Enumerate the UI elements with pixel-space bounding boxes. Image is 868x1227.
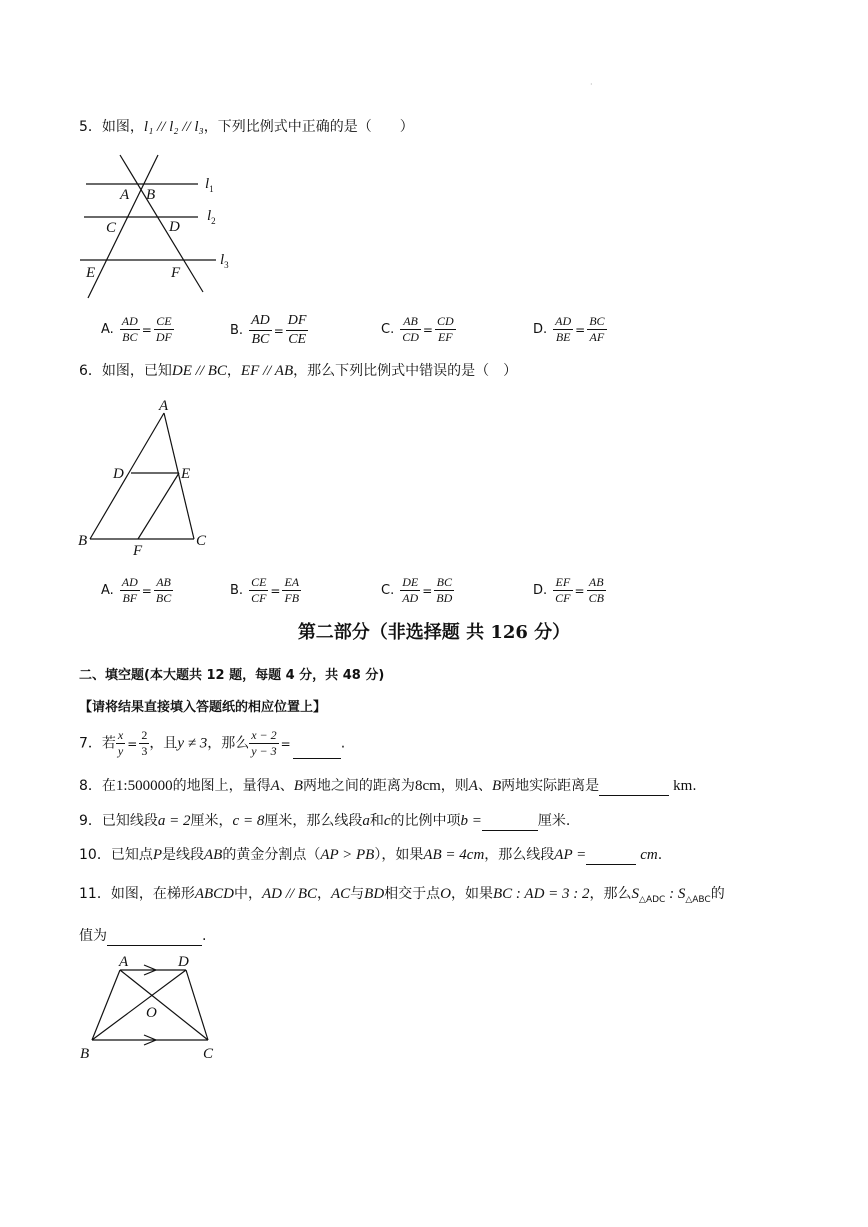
answer-blank[interactable] xyxy=(107,929,202,946)
question-text: 两地之间的距离为 xyxy=(302,778,415,794)
fraction: $\frac{EA}{FB}$ xyxy=(284,575,300,605)
option-label: A. xyxy=(101,583,114,598)
fraction: $\frac{CE}{DF}$ xyxy=(155,314,172,344)
fraction: $\frac{AD}{BC}$ xyxy=(251,313,270,347)
question-text: 厘米，那么线段 xyxy=(264,813,363,829)
point-D: D xyxy=(113,466,124,482)
segment-AC: AC xyxy=(331,886,351,902)
question-text: 在 xyxy=(101,778,116,794)
equals-sign: = xyxy=(280,736,291,751)
parallel-lines-label: l₁ // l₂ // l₃ xyxy=(143,119,204,135)
figure-q6-triangle xyxy=(76,395,216,560)
question-text: 的地图上，量得 xyxy=(172,778,271,794)
option-label: D. xyxy=(533,583,548,598)
point-E: E xyxy=(86,265,96,281)
point-A: A xyxy=(119,954,129,970)
question-text: 如图， xyxy=(101,119,144,135)
condition: AD // BC xyxy=(262,886,317,902)
fraction: $\frac{BC}{BD}$ xyxy=(436,575,453,605)
question-11 xyxy=(79,884,725,910)
fraction: $\frac{DF}{CE}$ xyxy=(287,313,307,347)
separator: ， xyxy=(226,363,241,379)
q6-option-d[interactable]: D. $\frac{EF}{CF}$ = $\frac{AB}{CB}$ xyxy=(533,575,604,605)
fraction-two-thirds: $\frac{2}{3}$ xyxy=(141,728,148,758)
question-text: 厘米. xyxy=(537,813,571,829)
colon: : xyxy=(665,886,678,902)
point-A: A xyxy=(120,187,130,203)
point-F: F xyxy=(171,265,181,281)
page-mark: · xyxy=(590,80,593,89)
fraction: $\frac{AD}{BE}$ xyxy=(555,314,572,344)
question-text: ，那么下列比例式中错误的是（ ） xyxy=(293,363,518,379)
ratio: BC : AD = 3 : 2 xyxy=(493,886,590,902)
point-F: F xyxy=(133,543,143,559)
condition: DE // BC xyxy=(171,363,227,379)
question-text: 相交于点 xyxy=(384,886,441,902)
question-text: 厘米， xyxy=(190,813,233,829)
fraction: $\frac{EF}{CF}$ xyxy=(555,575,571,605)
question-number: 10． xyxy=(79,847,111,863)
question-text: 的 xyxy=(710,886,725,902)
point-B: B xyxy=(293,778,303,794)
question-text: 、 xyxy=(477,778,492,794)
map-scale: 1:500000 xyxy=(115,778,173,794)
option-label: A. xyxy=(101,322,114,337)
fraction: $\frac{AB}{BC}$ xyxy=(155,575,172,605)
question-text: 的比例中项 xyxy=(390,813,461,829)
option-label: C. xyxy=(381,322,395,337)
question-7 xyxy=(79,728,345,759)
point-A: A xyxy=(159,398,169,414)
question-text: ，如果 xyxy=(451,886,494,902)
question-text: . xyxy=(692,778,697,794)
equation-a: a = 2 xyxy=(157,813,191,829)
segment-EF xyxy=(138,473,179,539)
question-number: 11． xyxy=(79,886,111,902)
segment-AB: AB xyxy=(204,847,223,863)
question-number: 7． xyxy=(79,735,102,752)
option-label: C. xyxy=(381,583,395,598)
point-D: D xyxy=(169,219,180,235)
part-2-heading: 第二部分（非选择题 共 126 分） xyxy=(297,622,571,643)
question-text: 已知点 xyxy=(110,847,153,863)
fraction-x-over-y: $\frac{x}{y}$ xyxy=(117,728,124,758)
point-C: C xyxy=(203,1046,214,1062)
question-number: 5． xyxy=(79,119,102,135)
point-B: B xyxy=(491,778,502,794)
fraction: $\frac{DE}{AD}$ xyxy=(402,575,419,605)
area-subscript: △ADC xyxy=(639,894,666,905)
fraction: $\frac{AD}{BF}$ xyxy=(121,575,138,605)
area-symbol: S xyxy=(631,886,640,902)
equation-b: b = xyxy=(460,813,482,829)
question-text: 的黄金分割点（ xyxy=(222,847,321,863)
question-text: 如图，已知 xyxy=(101,363,172,379)
option-label: B. xyxy=(230,323,244,338)
q5-option-c[interactable]: C. $\frac{AB}{CD}$ = $\frac{CD}{EF}$ xyxy=(381,314,454,344)
equation-ap: AP = xyxy=(554,847,587,863)
q5-option-d[interactable]: D. $\frac{AD}{BE}$ = $\frac{BC}{AF}$ xyxy=(533,314,605,344)
point-C: C xyxy=(106,220,117,236)
question-text: 和 xyxy=(369,813,384,829)
point-E: E xyxy=(181,466,191,482)
condition: y ≠ 3 xyxy=(177,735,208,752)
trapezoid-ABCD: ABCD xyxy=(194,886,234,902)
option-label: D. xyxy=(533,322,548,337)
segment-BD: BD xyxy=(364,886,385,902)
diagonal-AC xyxy=(120,970,208,1040)
question-number: 6． xyxy=(79,363,102,379)
equation-c: c = 8 xyxy=(232,813,265,829)
question-9 xyxy=(79,811,570,831)
fraction: $\frac{AB}{CD}$ xyxy=(402,314,419,344)
question-number: 8． xyxy=(79,778,102,794)
equation-ab: AB = 4cm xyxy=(423,847,485,863)
question-text: 两地实际距离是 xyxy=(501,778,600,794)
section-2-note: 【请将结果直接填入答题纸的相应位置上】 xyxy=(79,700,327,715)
answer-blank[interactable] xyxy=(599,779,669,796)
label-l1: $l_1$ xyxy=(205,176,214,194)
question-text: . xyxy=(202,928,207,944)
fraction-expression: $\frac{x - 2}{y - 3}$ xyxy=(251,728,277,758)
answer-blank[interactable] xyxy=(586,848,636,865)
fraction: $\frac{BC}{AF}$ xyxy=(589,314,605,344)
figure-q5-parallel-lines xyxy=(78,150,248,305)
point-D: D xyxy=(178,954,189,970)
unit-km: km xyxy=(673,778,693,794)
variable-c: c xyxy=(383,813,391,829)
map-distance: 8cm xyxy=(414,778,441,794)
fraction: $\frac{CE}{CF}$ xyxy=(251,575,267,605)
question-11-line-2 xyxy=(79,926,206,946)
question-text: ，下列比例式中正确的是（ ） xyxy=(203,119,414,135)
question-text: 值为 xyxy=(79,928,107,944)
point-O: O xyxy=(146,1005,157,1021)
question-text: ，那么线段 xyxy=(484,847,555,863)
fraction: $\frac{AB}{CB}$ xyxy=(588,575,604,605)
question-text: 若 xyxy=(101,735,116,752)
question-text: 与 xyxy=(350,886,365,902)
q5-option-b[interactable]: B. $\frac{AD}{BC}$ = $\frac{DF}{CE}$ xyxy=(230,313,307,347)
question-5 xyxy=(79,117,414,137)
point-B: B xyxy=(78,533,88,549)
point-O: O xyxy=(440,886,452,902)
area-symbol: S xyxy=(677,886,686,902)
question-text: 如图，在梯形 xyxy=(110,886,195,902)
answer-blank[interactable] xyxy=(293,742,341,759)
transversal-1 xyxy=(120,155,203,292)
point-B: B xyxy=(80,1046,90,1062)
figure-q11-trapezoid xyxy=(76,950,226,1065)
answer-blank[interactable] xyxy=(482,814,538,831)
question-text: 是线段 xyxy=(162,847,204,863)
label-l2: $l_2$ xyxy=(207,208,216,226)
question-text: . xyxy=(340,735,346,752)
question-text: ，则 xyxy=(440,778,469,794)
question-8 xyxy=(79,776,697,796)
fraction: $\frac{CD}{EF}$ xyxy=(436,314,454,344)
question-10 xyxy=(79,845,662,865)
question-text: ，那么 xyxy=(589,886,632,902)
label-l3: $l_3$ xyxy=(220,252,229,270)
option-label: B. xyxy=(230,583,244,598)
q6-option-c[interactable]: C. $\frac{DE}{AD}$ = $\frac{BC}{BD}$ xyxy=(381,575,453,605)
condition: EF // AB xyxy=(240,363,294,379)
question-text: . xyxy=(657,847,663,863)
fraction: $\frac{AD}{BC}$ xyxy=(121,314,138,344)
section-2-title: 二、填空题(本大题共 12 题，每题 4 分，共 48 分) xyxy=(79,668,385,683)
question-text: 中， xyxy=(234,886,262,902)
area-subscript: △ABC xyxy=(685,894,711,905)
inequality: AP > PB xyxy=(320,847,375,863)
point-C: C xyxy=(196,533,207,549)
q5-option-a[interactable]: A. $\frac{AD}{BC}$ = $\frac{CE}{DF}$ xyxy=(101,314,172,344)
question-text: ），如果 xyxy=(374,847,424,863)
equals-sign: = xyxy=(127,736,138,751)
point-A: A xyxy=(468,778,478,794)
question-6 xyxy=(79,361,517,381)
point-B: B xyxy=(146,187,156,203)
q6-option-b[interactable]: B. $\frac{CE}{CF}$ = $\frac{EA}{FB}$ xyxy=(230,575,300,605)
side-DC xyxy=(186,970,208,1040)
point-P: P xyxy=(152,847,162,863)
question-text: ，那么 xyxy=(207,735,250,752)
question-text: ， xyxy=(317,886,331,902)
transversal-2 xyxy=(88,155,158,298)
side-AB xyxy=(90,413,164,539)
point-A: A xyxy=(270,778,280,794)
question-text: ，且 xyxy=(149,735,178,752)
question-text: 、 xyxy=(279,778,294,794)
question-text: 已知线段 xyxy=(101,813,158,829)
q6-option-a[interactable]: A. $\frac{AD}{BF}$ = $\frac{AB}{BC}$ xyxy=(101,575,172,605)
unit-cm: cm xyxy=(640,847,658,863)
question-number: 9． xyxy=(79,813,102,829)
variable-a: a xyxy=(362,813,370,829)
